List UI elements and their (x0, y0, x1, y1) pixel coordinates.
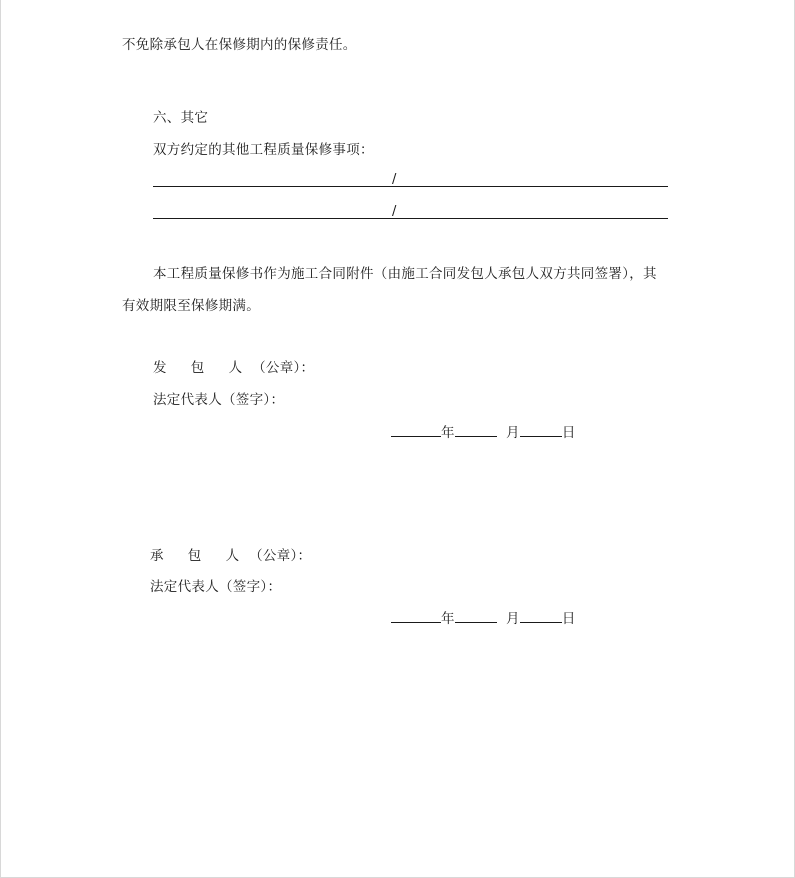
contractor-seal-line (150, 547, 311, 565)
other-items-label: 双方约定的其他工程质量保修事项： (153, 142, 374, 158)
continued-text: 不免除承包人在保修期内的保修责任。 (122, 37, 357, 53)
issuer-seal-line (153, 359, 314, 377)
issuer-rep-label: 法定代表人（签字）： (153, 392, 285, 408)
issuer-label: 发 包 人 (153, 360, 253, 376)
year-blank[interactable] (391, 609, 441, 623)
day-blank[interactable] (520, 423, 562, 437)
rule-separator-2: / (392, 204, 397, 219)
contractor-date-line (391, 609, 576, 628)
contractor-seal-suffix: （公章）： (249, 548, 312, 564)
issuer-seal-suffix: （公章）： (252, 360, 315, 376)
month-blank[interactable] (455, 609, 497, 623)
day-blank[interactable] (520, 609, 562, 623)
contractor-label: 承 包 人 (150, 548, 250, 564)
rule-separator-1: / (392, 172, 397, 187)
year-label: 年 (441, 425, 455, 441)
month-label: 月 (506, 425, 520, 441)
day-label: 日 (561, 425, 576, 441)
contractor-rep-label: 法定代表人（签字）： (150, 579, 282, 595)
section-heading: 六、其它 (153, 110, 209, 126)
validity-paragraph-line-1: 本工程质量保修书作为施工合同附件（由施工合同发包人承包人双方共同签署），其 (153, 266, 657, 282)
fill-in-rule-1 (153, 186, 668, 187)
fill-in-rule-2 (153, 218, 668, 219)
day-label: 日 (561, 611, 576, 627)
month-label: 月 (506, 611, 520, 627)
validity-paragraph-line-2: 有效期限至保修期满。 (122, 298, 260, 314)
month-blank[interactable] (455, 423, 497, 437)
year-label: 年 (441, 611, 455, 627)
year-blank[interactable] (391, 423, 441, 437)
issuer-date-line (391, 423, 576, 442)
